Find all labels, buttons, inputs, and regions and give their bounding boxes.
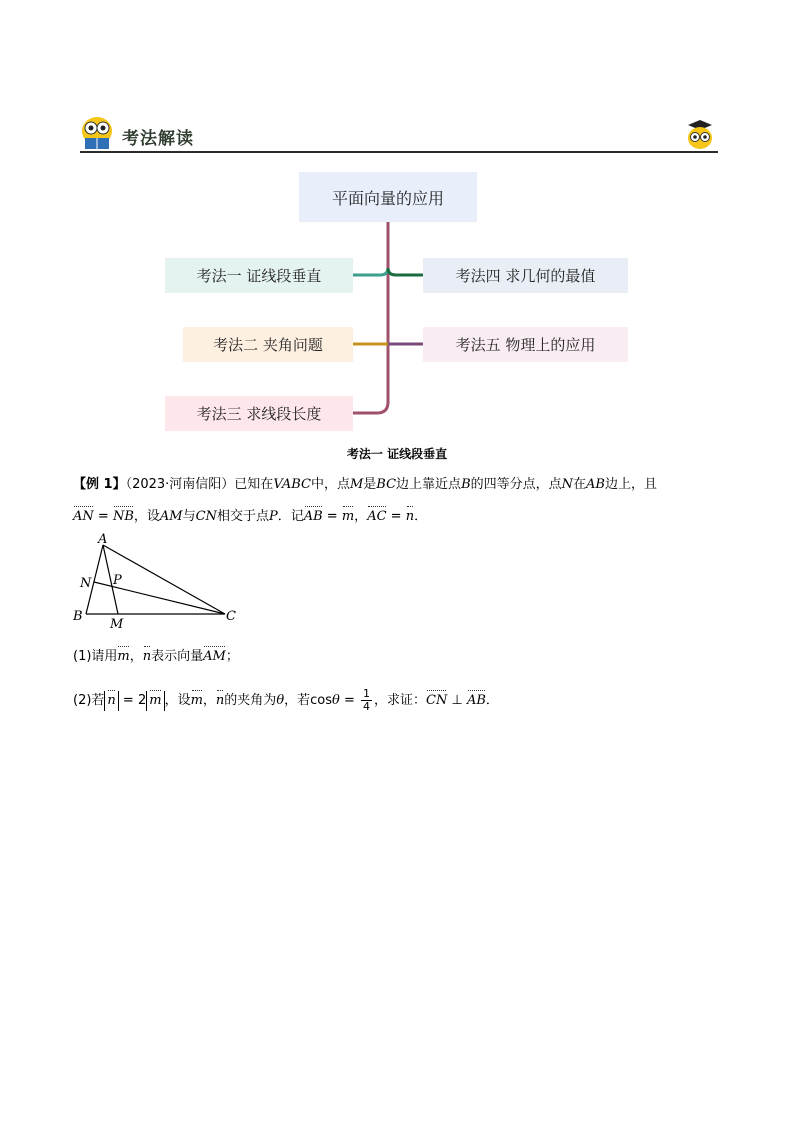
mindmap-root: 平面向量的应用 [299, 172, 477, 222]
figure-label-B: B [73, 609, 83, 624]
mindmap-item-method4: 考法四 求几何的最值 [423, 258, 628, 293]
section-title: 考法一 证线段垂直 [346, 447, 448, 461]
mindmap-item-method3: 考法三 求线段长度 [165, 396, 353, 431]
figure-label-C: C [226, 609, 236, 624]
figure-label-M: M [110, 617, 124, 632]
example-line-1: 【例 1】（2023·河南信阳）已知在VABC中，点M是BC边上靠近点B的四等分点，点N在AB边上，且 [73, 477, 657, 492]
question-1: (1)请用m，n表示向量AM； [73, 647, 239, 667]
example-line-2: AN = NB，设AM与CN相交于点P．记AB = m，AC = n． [73, 507, 427, 527]
figure-label-N: N [80, 576, 92, 591]
mindmap-item-method2: 考法二 夹角问题 [183, 327, 353, 362]
question-2: (2)若 n = 2 m ，设m，n的夹角为θ，若cosθ = $\frac{1}{4}$ ，求证：CN ⊥ AB． [73, 687, 499, 713]
figure-label-A: A [98, 532, 108, 547]
fraction: $\frac{1}{4}$ [363, 687, 371, 713]
mindmap-item-method1: 考法一 证线段垂直 [165, 258, 353, 293]
example-label: 【例 1】 [73, 477, 126, 492]
section-header-title: 考法解读 [122, 129, 194, 149]
figure-label-P: P [113, 573, 122, 588]
mindmap-item-method5: 考法五 物理上的应用 [423, 327, 628, 362]
triangle-figure [70, 532, 245, 632]
mindmap-connectors [0, 0, 794, 460]
